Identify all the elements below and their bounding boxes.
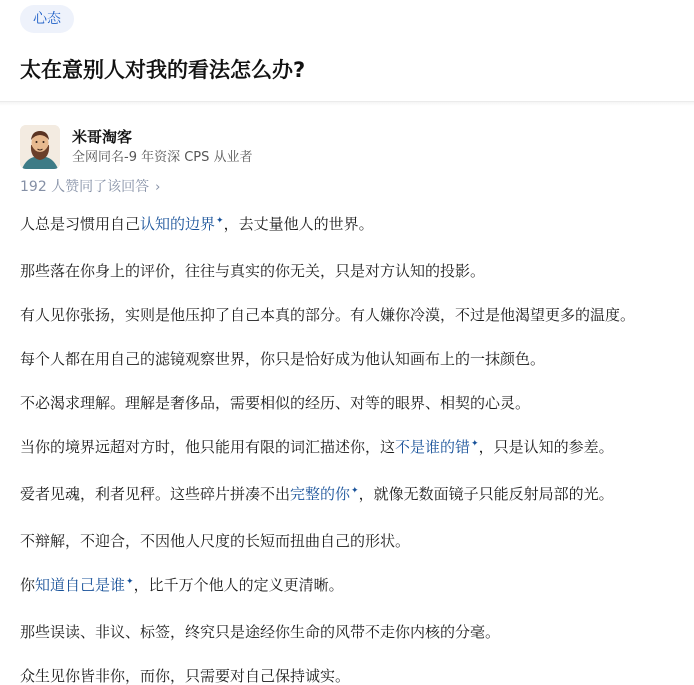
paragraph: 众生见你皆非你，而你，只需要对自己保持诚实。 [20, 667, 351, 685]
paragraph: 有人见你张扬，实则是他压抑了自己本真的部分。有人嫌你冷漠，不过是他渴望更多的温度。 [20, 306, 636, 324]
paragraph: 每个人都在用自己的滤镜观察世界，你只是恰好成为他认知画布上的一抹颜色。 [20, 350, 546, 368]
sparkle-icon: ✦ [471, 439, 479, 449]
paragraph: 那些误读、非议、标签，终究只是途经你生命的风带不走你内核的分毫。 [20, 623, 501, 641]
paragraph: 人总是习惯用自己认知的边界✦，去丈量他人的世界。 [20, 215, 374, 233]
sparkle-icon: ✦ [126, 577, 134, 587]
keyword-link[interactable]: 不是谁的错✦ [395, 438, 479, 456]
paragraph: 当你的境界远超对方时，他只能用有限的词汇描述你，这不是谁的错✦，只是认知的参差。 [20, 438, 614, 456]
paragraph: 爱者见魂，利者见秤。这些碎片拼凑不出完整的你✦，就像无数面镜子只能反射局部的光。 [20, 485, 614, 503]
keyword-link[interactable]: 知道自己是谁✦ [35, 576, 134, 594]
question-title[interactable]: 太在意别人对我的看法怎么办? [20, 58, 306, 82]
paragraph: 你知道自己是谁✦，比千万个他人的定义更清晰。 [20, 576, 344, 594]
sparkle-icon: ✦ [351, 486, 359, 496]
author-avatar[interactable] [20, 125, 60, 169]
vote-count-link[interactable] [20, 178, 160, 197]
answer-content [20, 213, 680, 685]
paragraph: 不辩解，不迎合，不因他人尺度的长短而扭曲自己的形状。 [20, 532, 411, 550]
vote-count-label: 192 人赞同了该回答 [20, 179, 150, 195]
paragraph: 那些落在你身上的评价，往往与真实的你无关，只是对方认知的投影。 [20, 262, 486, 280]
author-bio: 全网同名-9 年资深 CPS 从业者 [72, 150, 253, 165]
sparkle-icon: ✦ [216, 216, 224, 226]
header-divider-shadow [0, 102, 694, 106]
paragraph: 不必渴求理解。理解是奢侈品，需要相似的经历、对等的眼界、相契的心灵。 [20, 394, 531, 412]
chevron-right-icon: › [155, 180, 161, 195]
avatar-illustration [20, 125, 60, 169]
topic-tag[interactable]: 心态 [20, 5, 74, 33]
keyword-link[interactable]: 完整的你✦ [290, 485, 359, 503]
keyword-link[interactable]: 认知的边界✦ [140, 215, 224, 233]
author-name[interactable]: 米哥淘客 [72, 128, 133, 146]
